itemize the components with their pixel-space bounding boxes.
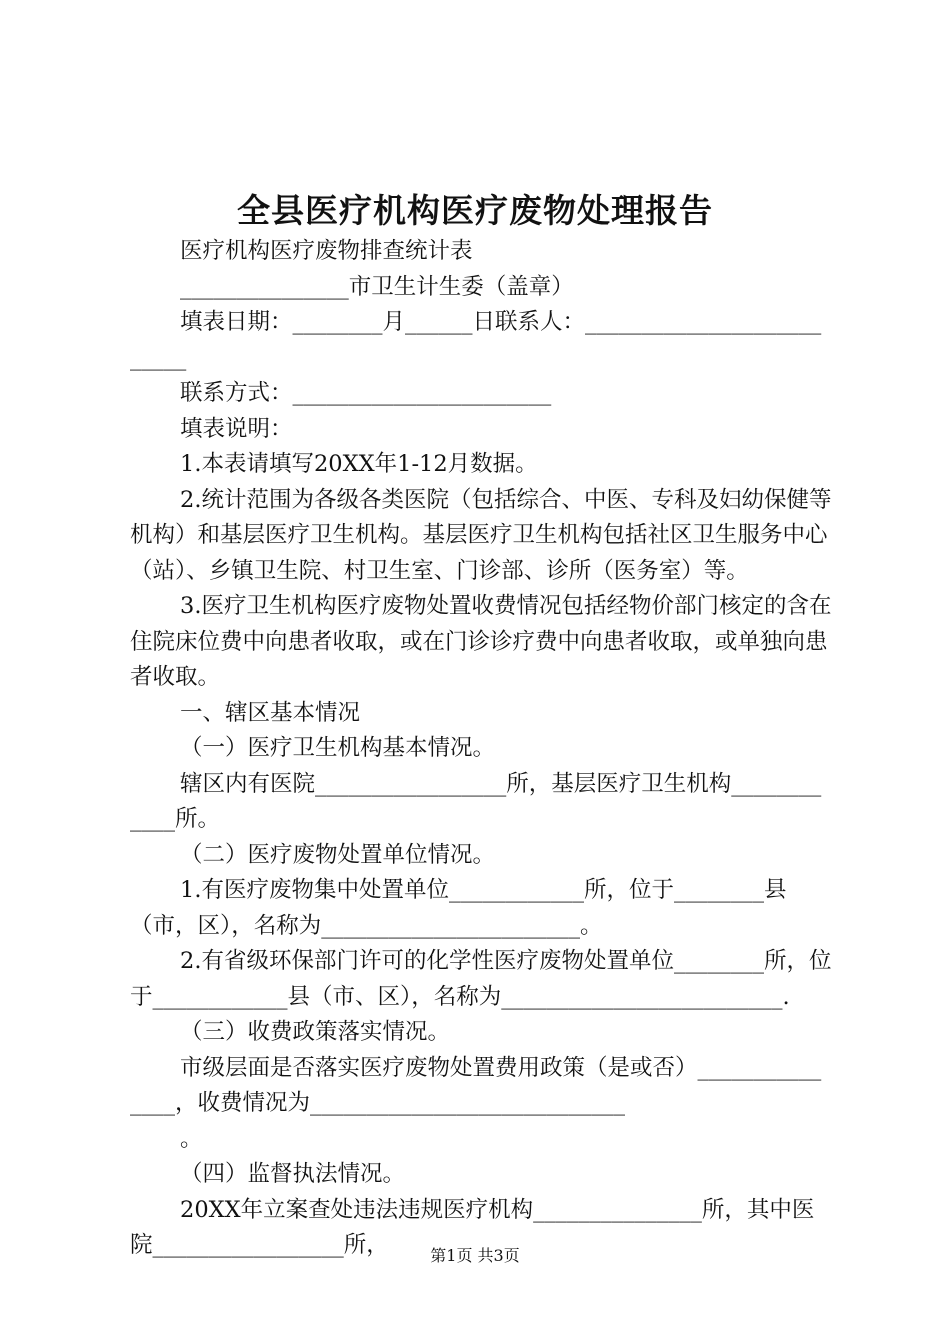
- subsection-heading-institutions: （一）医疗卫生机构基本情况。: [180, 735, 496, 761]
- subsection-heading-disposal-units: （二）医疗废物处置单位情况。: [180, 841, 496, 868]
- paragraph-period: 。: [180, 1125, 203, 1152]
- paragraph-instruction-3: 3.医疗卫生机构医疗废物处置收费情况包括经物价部门核定的含在住院床位费中向患者收取，或在门诊诊疗费中向患者收取，或单独向患者收取。: [130, 593, 832, 690]
- document-body: [130, 234, 832, 1264]
- paragraph-contact-method: 联系方式：_______________________: [180, 380, 552, 406]
- paragraph-fee-policy: 市级层面是否落实医疗废物处置费用政策（是或否）_______________，收费情况为____________________________: [130, 1054, 822, 1116]
- paragraph-instructions-heading: 填表说明：: [180, 415, 293, 442]
- subsection-heading-enforcement: （四）监督执法情况。: [180, 1161, 406, 1187]
- paragraph-enforcement: 20XX年立案查处违法违规医疗机构_______________所，其中医院_________________所，: [130, 1196, 815, 1258]
- paragraph-instruction-1: 1.本表请填写20XX年1-12月数据。: [180, 451, 538, 477]
- paragraph-institution-counts: 辖区内有医院_________________所，基层医疗卫生机构____________所。: [130, 770, 822, 832]
- paragraph-disposal-unit-2: 2.有省级环保部门许可的化学性医疗废物处置单位________所，位于____________县（市、区），名称为_________________________.: [130, 948, 832, 1010]
- paragraph-disposal-unit-1: 1.有医疗废物集中处置单位____________所，位于________县（市，区），名称为_______________________。: [130, 877, 787, 939]
- paragraph-instruction-2: 2.统计范围为各级各类医院（包括综合、中医、专科及妇幼保健等机构）和基层医疗卫生机构。基层医疗卫生机构包括社区卫生服务中心（站）、乡镇卫生院、村卫生室、门诊部、诊所（医务室）等。: [130, 486, 832, 584]
- paragraph-fill-date-contact: 填表日期：________月______日联系人：__________________________: [130, 309, 822, 371]
- paragraph-committee-seal: _______________市卫生计生委（盖章）: [180, 273, 574, 300]
- section-heading-basic-situation: 一、辖区基本情况: [180, 699, 361, 726]
- paragraph-table-name: 医疗机构医疗废物排查统计表: [180, 238, 473, 264]
- subsection-heading-fee-policy: （三）收费政策落实情况。: [180, 1019, 451, 1045]
- document-title: 全县医疗机构医疗废物处理报告: [237, 191, 713, 230]
- page-number-footer: 第1页 共3页: [430, 1246, 520, 1265]
